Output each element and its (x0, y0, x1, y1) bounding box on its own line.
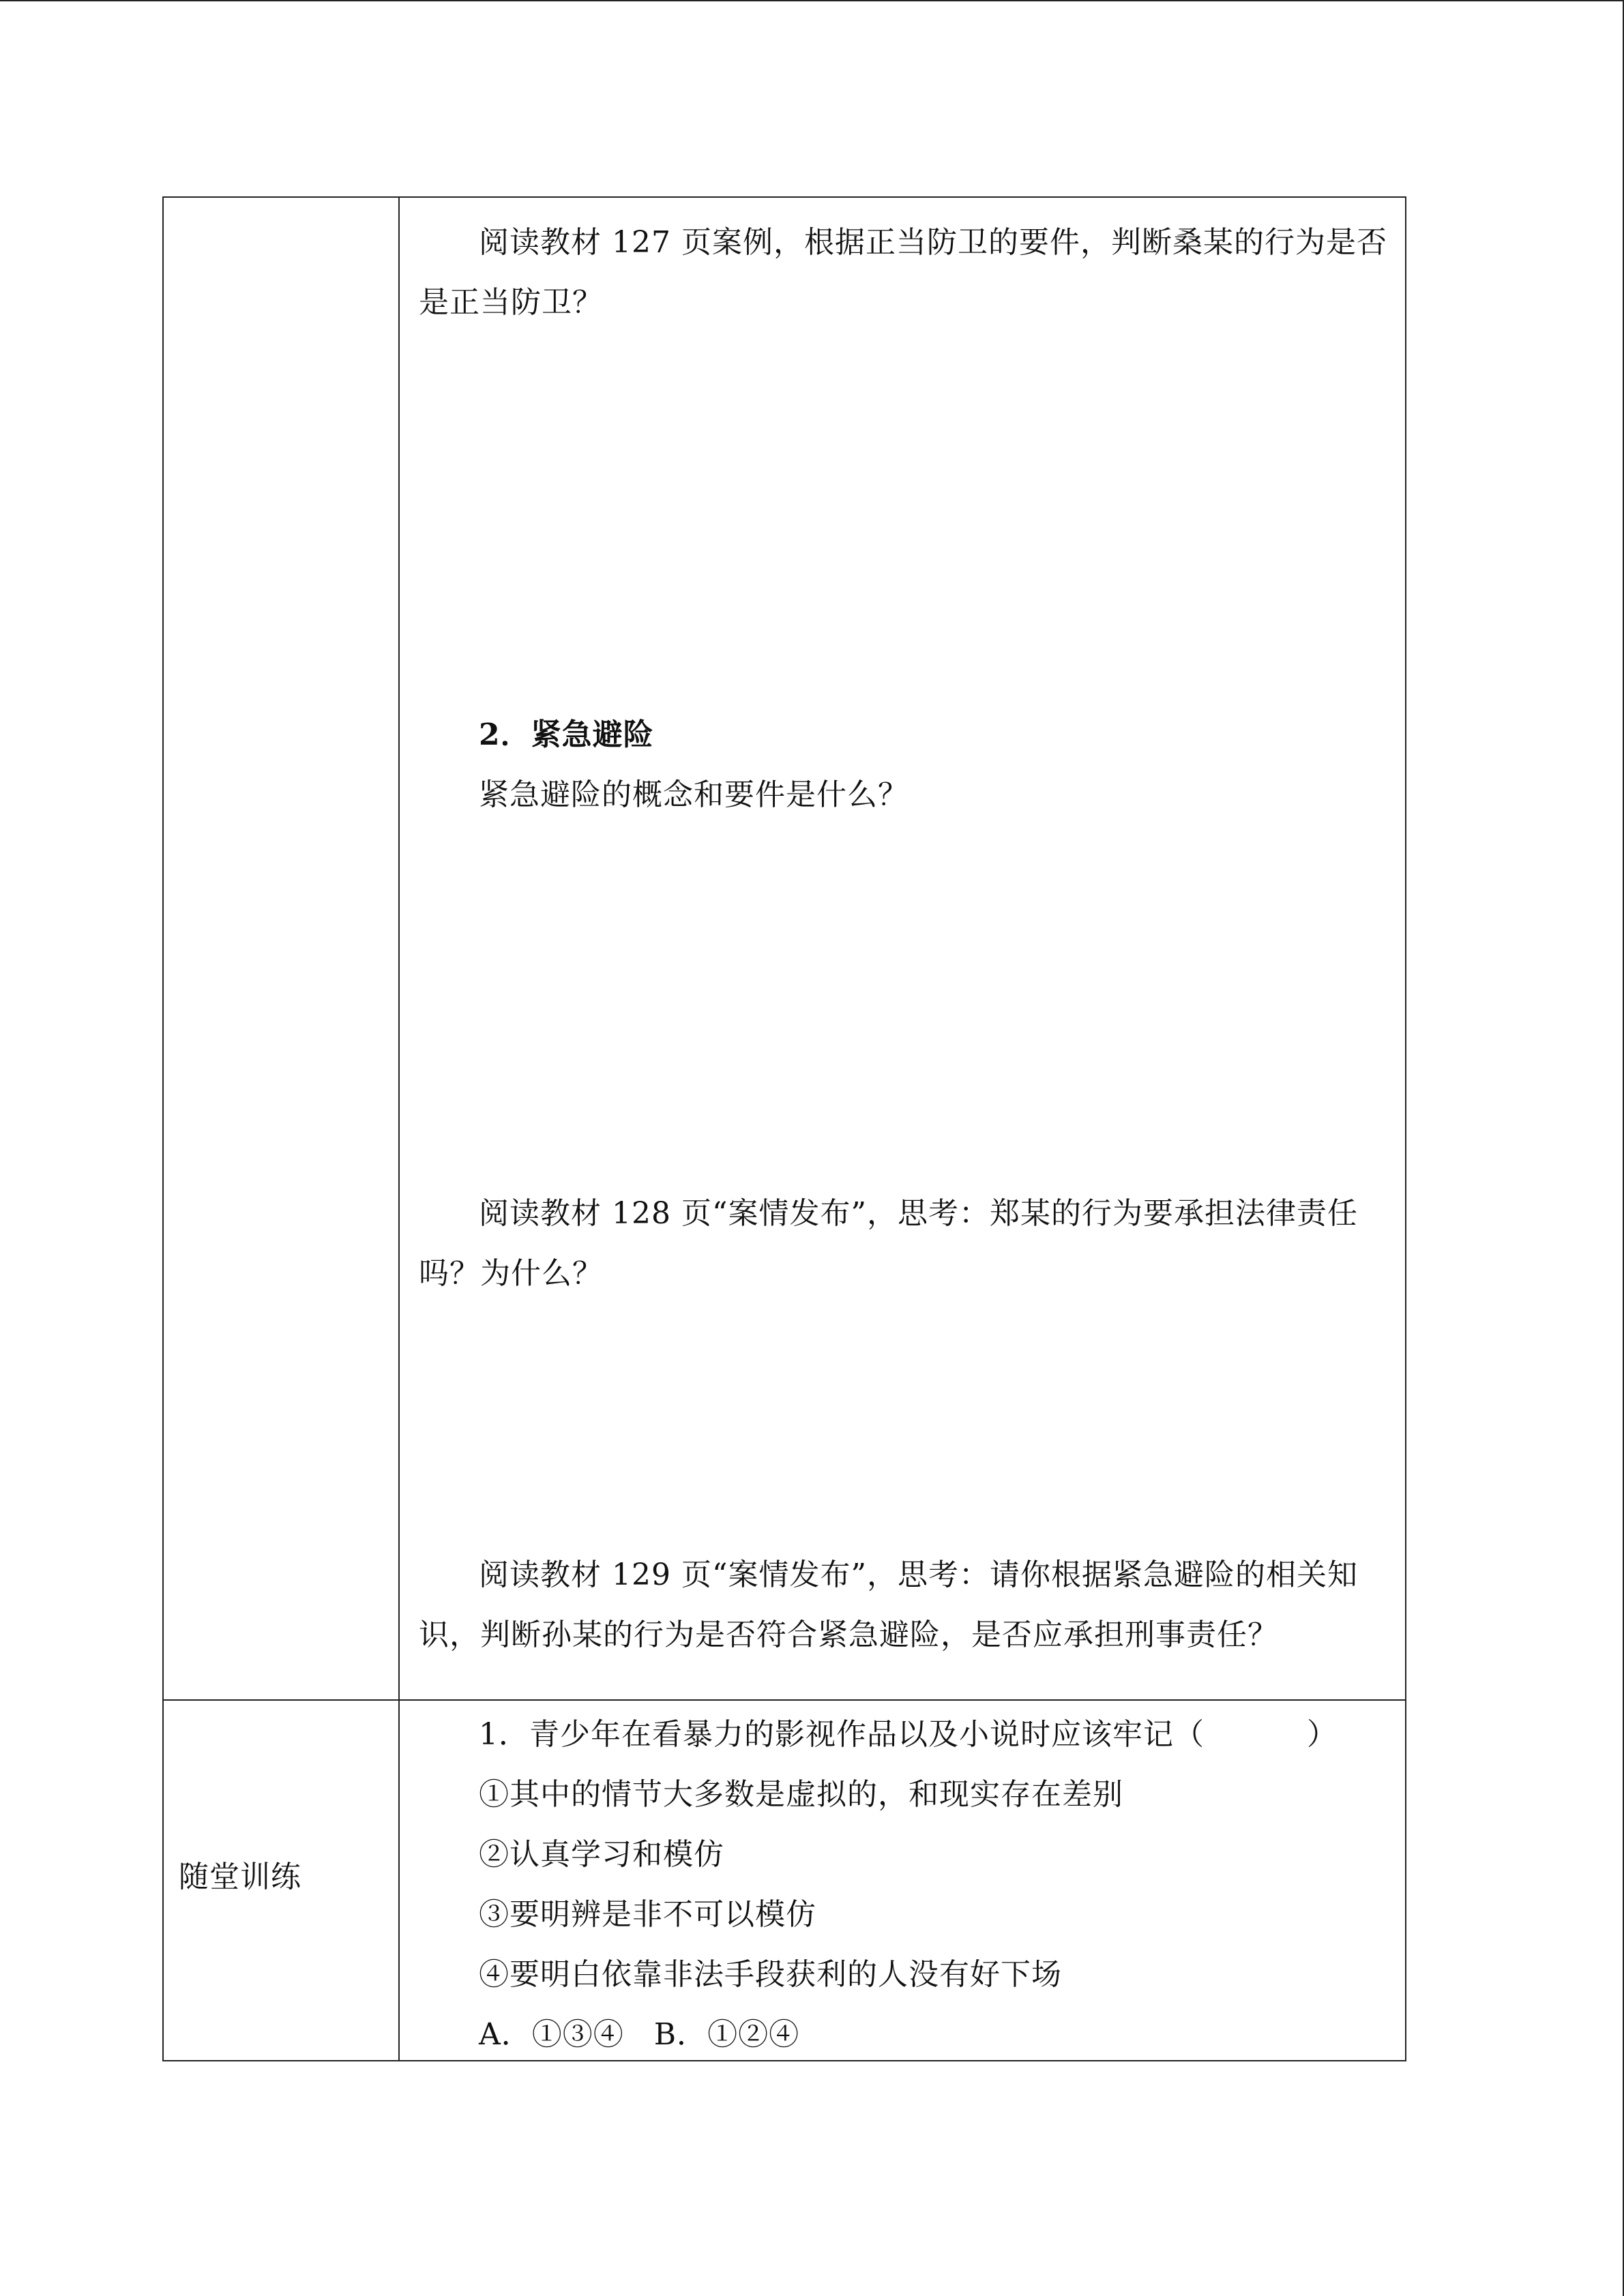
inquiry-content-cell (399, 197, 1406, 1700)
practice-content-cell (399, 1700, 1406, 2061)
question-emergency-avoidance-concept: 紧急避险的概念和要件是什么？ (479, 777, 909, 812)
option-item: ④要明白依靠非法手段获利的人没有好下场 (479, 1957, 1062, 1992)
practice-label-cell (163, 1700, 399, 2061)
question-1-stem-text: 1．青少年在看暴力的影视作品以及小说时应该牢记（ (479, 1717, 1205, 1752)
practice-label: 随堂训练 (179, 1860, 301, 1894)
section-heading-emergency-avoidance: 2．紧急避险 (479, 717, 654, 752)
inquiry-label-cell (163, 197, 399, 1700)
option-item: ③要明辨是非不可以模仿 (479, 1897, 816, 1932)
practice-row (163, 1700, 1406, 2061)
question-sun-case: 阅读教材 129 页“案情发布”，思考：请你根据紧急避险的相关知识，判断孙某的行为是否符合紧急避险，是否应承担刑事责任？ (419, 1557, 1358, 1652)
option-item: ②认真学习和模仿 (479, 1837, 724, 1872)
question-self-defense-case: 阅读教材 127 页案例，根据正当防卫的要件，判断桑某的行为是否是正当防卫？ (419, 225, 1387, 320)
inquiry-row (163, 197, 1406, 1700)
answer-options (479, 2005, 799, 2065)
question-zheng-case: 阅读教材 128 页“案情发布”，思考：郑某的行为要承担法律责任吗？为什么？ (419, 1196, 1358, 1291)
question-1-close-paren: ） (1307, 1717, 1338, 1752)
page-top-border (0, 0, 1624, 1)
option-a: A．①③④ (479, 2017, 624, 2052)
option-b: B．①②④ (653, 2017, 800, 2052)
question-1-stem (479, 1705, 1338, 1765)
option-item: ①其中的情节大多数是虚拟的，和现实存在差别 (479, 1777, 1123, 1812)
worksheet-table (162, 196, 1406, 2061)
